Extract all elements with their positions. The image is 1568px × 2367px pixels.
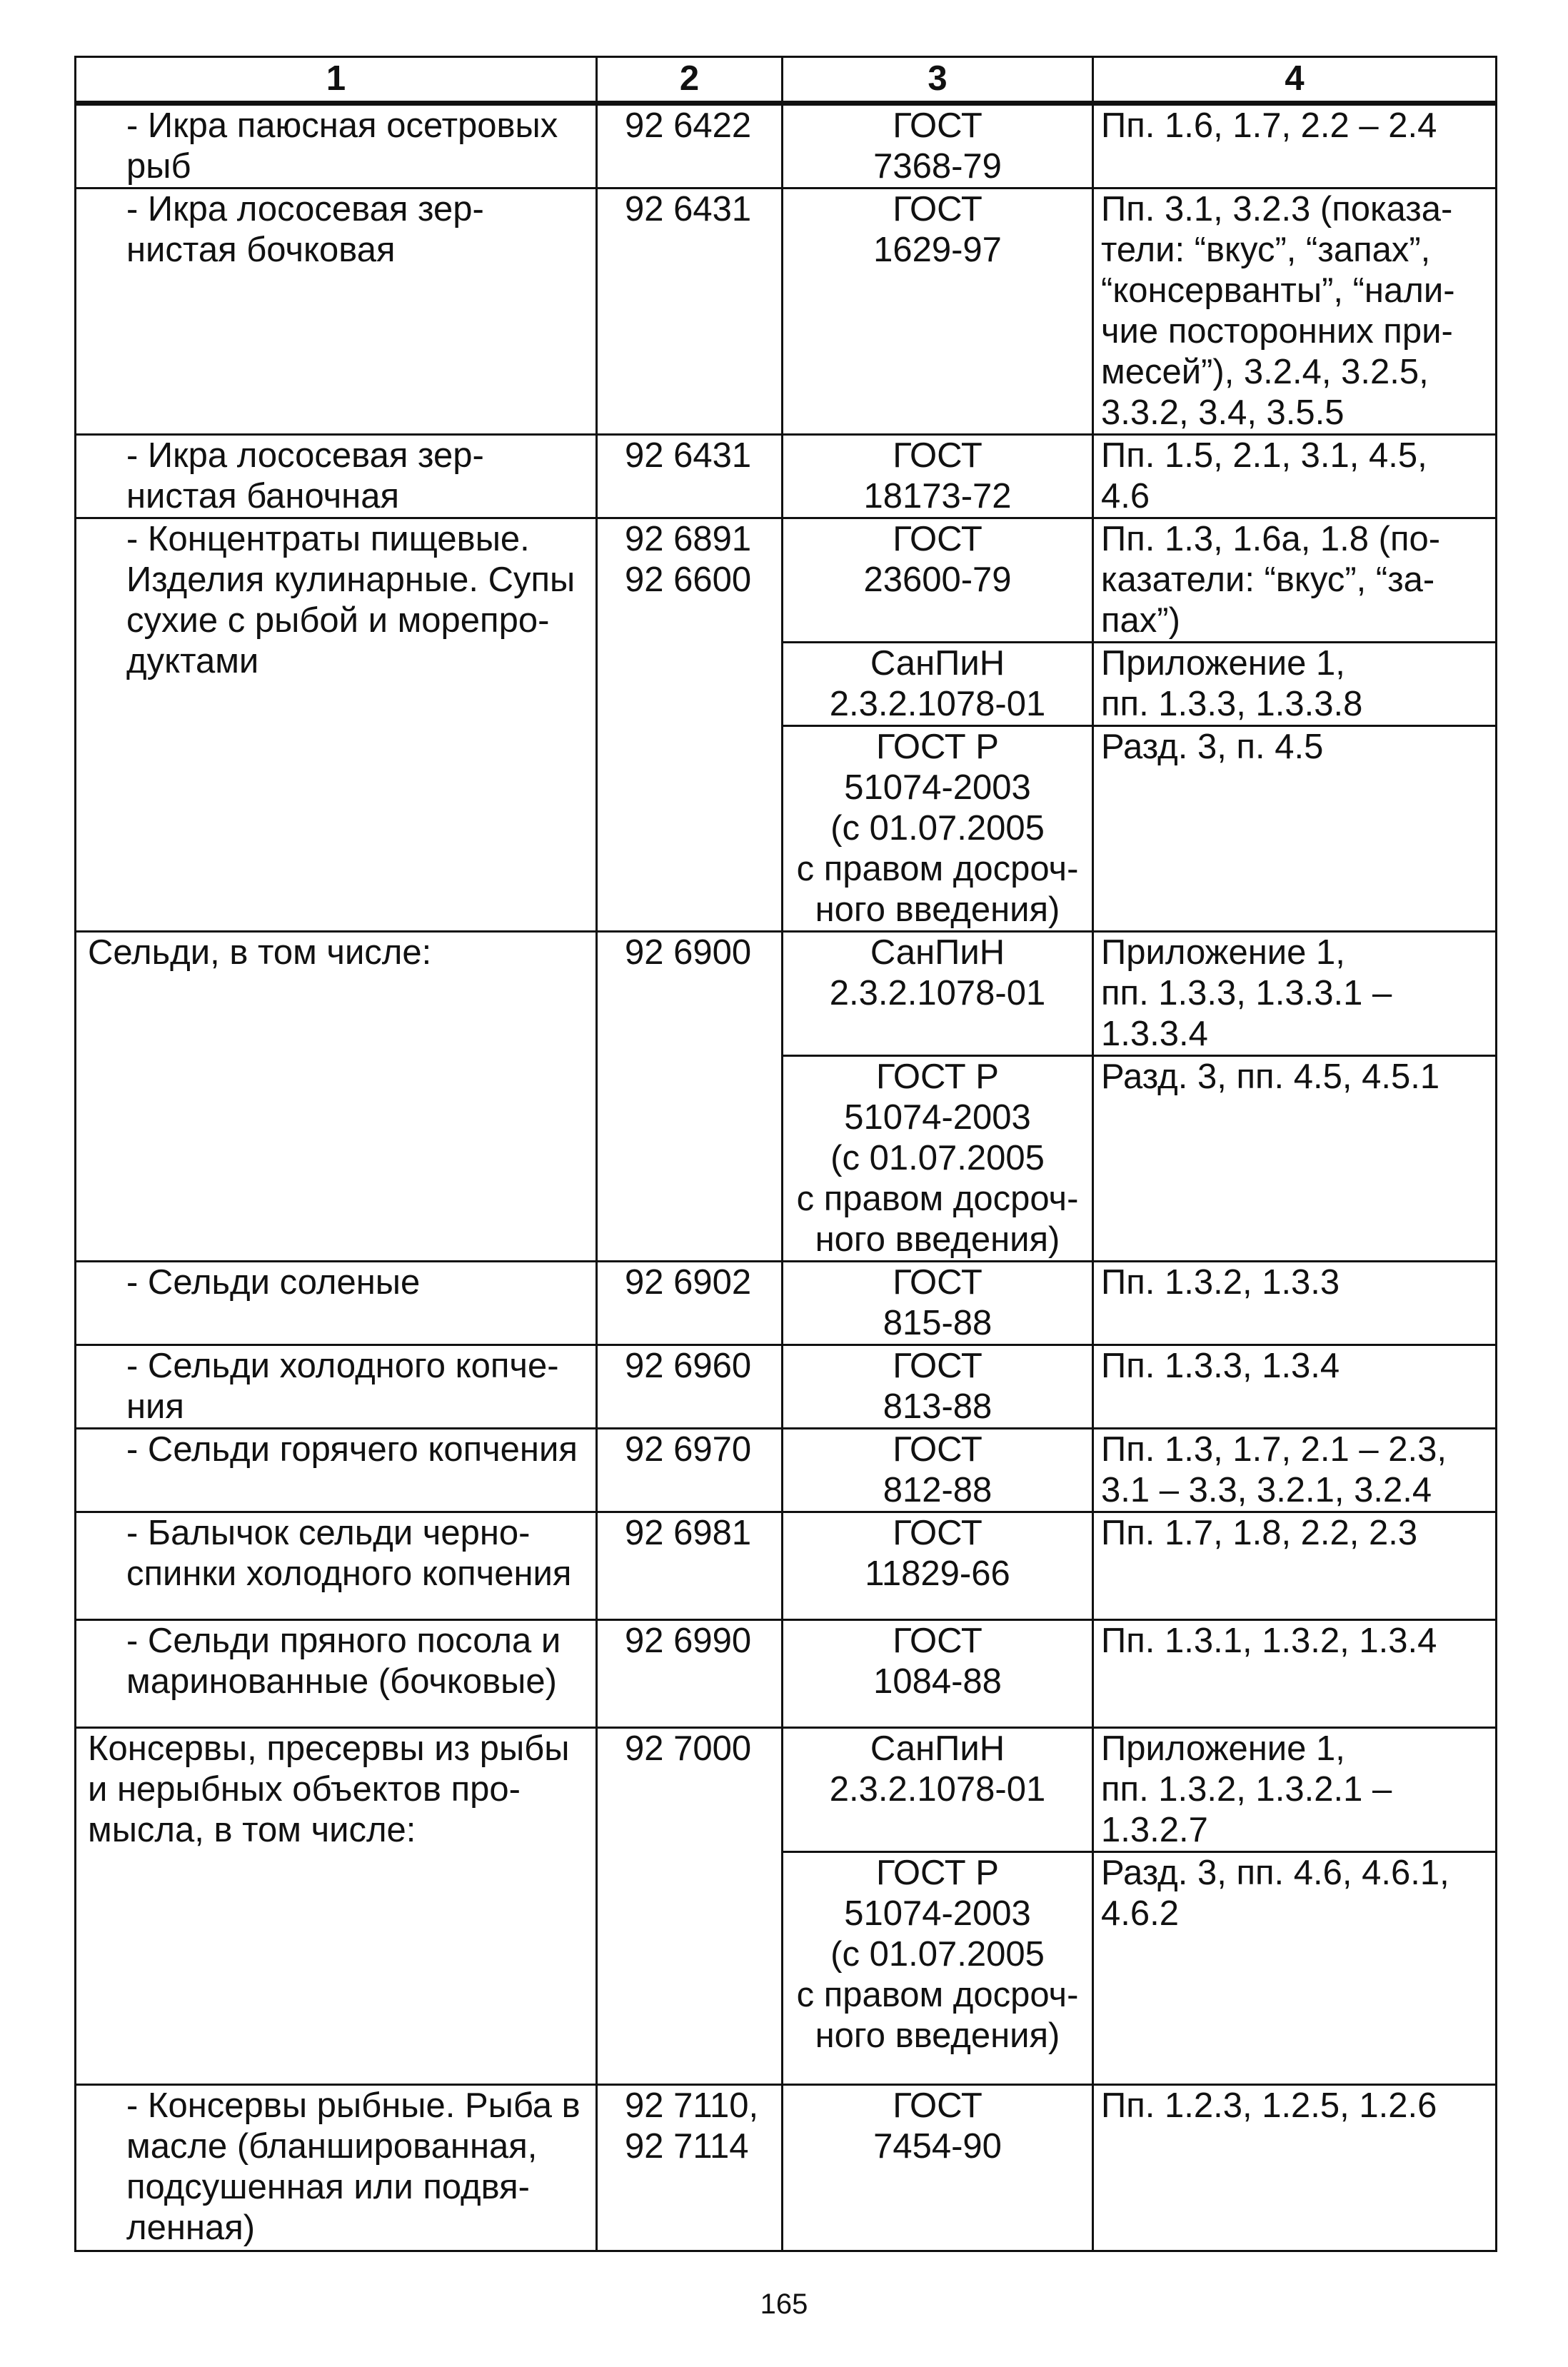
table-row	[76, 104, 1497, 189]
column-header-3: 3	[783, 57, 1093, 104]
product-name: - Сельди соленые	[76, 1262, 597, 1345]
product-code: 92 7110, 92 7114	[597, 2085, 783, 2251]
document-points: Приложение 1, пп. 1.3.2, 1.3.2.1 – 1.3.2.7	[1093, 1728, 1497, 1852]
product-name: - Икра лососевая зер- нистая бочковая	[76, 189, 597, 435]
document-page	[74, 56, 1495, 2252]
product-code: 92 6900	[597, 932, 783, 1262]
product-code: 92 6431	[597, 189, 783, 435]
normative-document: ГОСТ 7368-79	[783, 104, 1093, 189]
normative-document: ГОСТ 23600-79	[783, 518, 1093, 643]
document-points: Пп. 1.3, 1.6а, 1.8 (по- казатели: “вкус”, “за- пах”)	[1093, 518, 1497, 643]
product-code: 92 6431	[597, 435, 783, 518]
document-points: Разд. 3, п. 4.5	[1093, 726, 1497, 932]
normative-document: ГОСТ 815-88	[783, 1262, 1093, 1345]
product-name: Сельди, в том числе:	[76, 932, 597, 1262]
document-points: Приложение 1, пп. 1.3.3, 1.3.3.1 – 1.3.3.4	[1093, 932, 1497, 1056]
document-points: Пп. 1.3.3, 1.3.4	[1093, 1345, 1497, 1429]
product-code: 92 6970	[597, 1429, 783, 1512]
normative-document: ГОСТ 813-88	[783, 1345, 1093, 1429]
column-header-2: 2	[597, 57, 783, 104]
product-name: Консервы, пресервы из рыбы и нерыбных объектов про- мысла, в том числе:	[76, 1728, 597, 2085]
product-code: 92 6422	[597, 104, 783, 189]
normative-document: СанПиН 2.3.2.1078-01	[783, 643, 1093, 726]
table-row	[76, 1345, 1497, 1429]
document-points: Пп. 1.2.3, 1.2.5, 1.2.6	[1093, 2085, 1497, 2251]
product-code: 92 7000	[597, 1728, 783, 2085]
document-points: Разд. 3, пп. 4.6, 4.6.1, 4.6.2	[1093, 1852, 1497, 2085]
normative-document: ГОСТ 1629-97	[783, 189, 1093, 435]
table-row	[76, 932, 1497, 1056]
product-code: 92 6981	[597, 1512, 783, 1620]
normative-document: СанПиН 2.3.2.1078-01	[783, 932, 1093, 1056]
table-row	[76, 1429, 1497, 1512]
column-header-4: 4	[1093, 57, 1497, 104]
document-points: Пп. 1.3.2, 1.3.3	[1093, 1262, 1497, 1345]
normative-document: ГОСТ 18173-72	[783, 435, 1093, 518]
document-points: Приложение 1, пп. 1.3.3, 1.3.3.8	[1093, 643, 1497, 726]
table-row	[76, 1262, 1497, 1345]
product-code: 92 6902	[597, 1262, 783, 1345]
product-name: - Сельди горячего копчения	[76, 1429, 597, 1512]
normative-document: ГОСТ Р 51074-2003 (с 01.07.2005 с правом досроч- ного введения)	[783, 1056, 1093, 1262]
document-points: Пп. 3.1, 3.2.3 (показа- тели: “вкус”, “запах”, “консерванты”, “нали- чие посторонних при- месей”), 3.2.4, 3.2.5, 3.3.2, 3.4, 3.5.5	[1093, 189, 1497, 435]
product-name: - Балычок сельди черно- спинки холодного копчения	[76, 1512, 597, 1620]
page-number: 165	[760, 2288, 808, 2320]
product-name: - Концентраты пищевые. Изделия кулинарные. Супы сухие с рыбой и морепро- дуктами	[76, 518, 597, 932]
normative-document: ГОСТ 1084-88	[783, 1620, 1093, 1728]
normative-document: ГОСТ Р 51074-2003 (с 01.07.2005 с правом досроч- ного введения)	[783, 1852, 1093, 2085]
normative-document: СанПиН 2.3.2.1078-01	[783, 1728, 1093, 1852]
table-row	[76, 1620, 1497, 1728]
product-name: - Консервы рыбные. Рыба в масле (бланшированная, подсушенная или подвя- ленная)	[76, 2085, 597, 2251]
product-code: 92 6891 92 6600	[597, 518, 783, 932]
column-header-1: 1	[76, 57, 597, 104]
header-row	[76, 57, 1497, 104]
product-code: 92 6990	[597, 1620, 783, 1728]
document-points: Пп. 1.3, 1.7, 2.1 – 2.3, 3.1 – 3.3, 3.2.1, 3.2.4	[1093, 1429, 1497, 1512]
product-code: 92 6960	[597, 1345, 783, 1429]
product-name: - Икра паюсная осетровых рыб	[76, 104, 597, 189]
product-name: - Икра лососевая зер- нистая баночная	[76, 435, 597, 518]
product-name: - Сельди пряного посола и маринованные (бочковые)	[76, 1620, 597, 1728]
normative-document: ГОСТ 11829-66	[783, 1512, 1093, 1620]
normative-document: ГОСТ 7454-90	[783, 2085, 1093, 2251]
document-points: Пп. 1.5, 2.1, 3.1, 4.5, 4.6	[1093, 435, 1497, 518]
table-row	[76, 1512, 1497, 1620]
table-row	[76, 2085, 1497, 2251]
table-row	[76, 435, 1497, 518]
normative-document: ГОСТ 812-88	[783, 1429, 1093, 1512]
normative-document: ГОСТ Р 51074-2003 (с 01.07.2005 с правом досроч- ного введения)	[783, 726, 1093, 932]
document-points: Пп. 1.6, 1.7, 2.2 – 2.4	[1093, 104, 1497, 189]
document-points: Пп. 1.7, 1.8, 2.2, 2.3	[1093, 1512, 1497, 1620]
table-row	[76, 1728, 1497, 1852]
document-points: Пп. 1.3.1, 1.3.2, 1.3.4	[1093, 1620, 1497, 1728]
table-row	[76, 518, 1497, 643]
standards-table	[74, 56, 1497, 2252]
product-name: - Сельди холодного копче- ния	[76, 1345, 597, 1429]
document-points: Разд. 3, пп. 4.5, 4.5.1	[1093, 1056, 1497, 1262]
table-row	[76, 189, 1497, 435]
